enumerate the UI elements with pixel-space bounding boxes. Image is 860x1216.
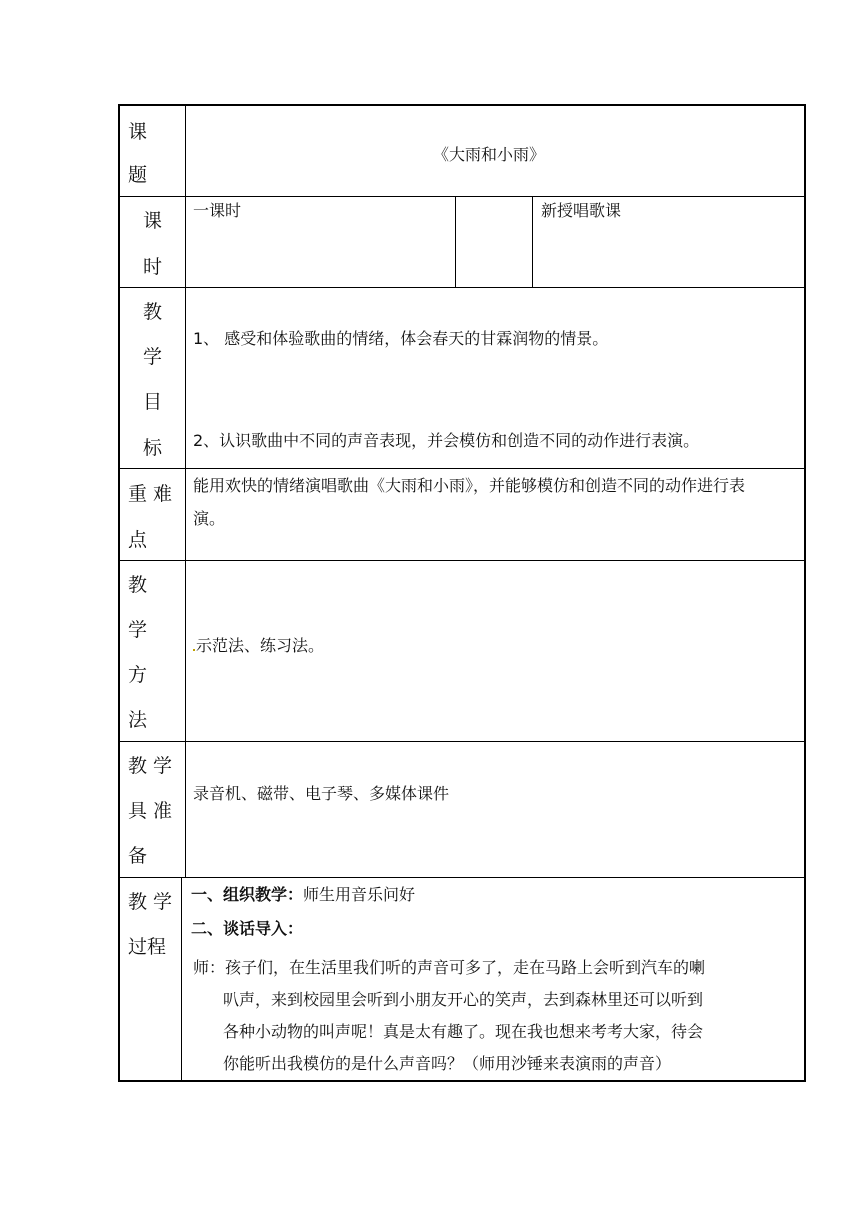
methods-value: 示范法、练习法。	[196, 636, 325, 655]
row-separator-4	[118, 560, 806, 561]
label-column-divider-process	[181, 878, 182, 1082]
row-separator-2	[118, 287, 806, 288]
table-bottom-border	[118, 1080, 806, 1082]
objective-item-1: 1、 感受和体验歌曲的情绪，体会春天的甘霖润物的情景。	[193, 329, 609, 348]
row-separator-5	[118, 741, 806, 742]
objectives-label-line3: 目	[143, 391, 163, 413]
table-top-border	[118, 104, 806, 106]
key-points-label-line2: 点	[128, 529, 148, 551]
period-label-line2: 时	[143, 256, 163, 278]
process-step-1	[191, 885, 415, 905]
process-step-2-heading: 二、谈话导入：	[191, 919, 304, 938]
table-right-border	[804, 104, 806, 1082]
objective-item-2: 2、认识歌曲中不同的声音表现，并会模仿和创造不同的动作进行表演。	[193, 431, 700, 450]
key-points-line2: 演。	[193, 509, 226, 528]
preparation-value: 录音机、磁带、电子琴、多媒体课件	[193, 784, 450, 803]
objectives-label-line4: 标	[143, 437, 163, 459]
anchor-mark	[193, 649, 195, 651]
label-column-divider	[185, 104, 186, 878]
topic-label-line2: 题	[128, 164, 148, 186]
process-label-line2: 过程	[128, 936, 167, 958]
process-step-1-text: 师生用音乐问好	[303, 885, 416, 904]
objectives-label-line1: 教	[143, 301, 163, 323]
teacher-speech-line-2: 叭声，来到校园里会听到小朋友开心的笑声，去到森林里还可以听到	[223, 990, 704, 1009]
topic-value: 《大雨和小雨》	[433, 145, 546, 164]
period-divider-1	[455, 196, 456, 287]
row-separator-3	[118, 468, 806, 469]
preparation-label-line1: 教 学	[128, 755, 173, 777]
period-label-line1: 课	[143, 210, 163, 232]
table-left-border	[118, 104, 120, 1082]
lesson-type-value: 新授唱歌课	[541, 201, 622, 220]
teacher-speech-line-4: 你能听出我模仿的是什么声音吗？（师用沙锤来表演雨的声音）	[223, 1054, 672, 1073]
topic-label-line1: 课	[128, 121, 148, 143]
methods-label-line2: 学	[128, 619, 148, 641]
process-step-1-heading: 一、组织教学：	[191, 885, 304, 904]
period-divider-2	[532, 196, 533, 287]
teacher-speech-line-1: 师：孩子们，在生活里我们听的声音可多了，走在马路上会听到汽车的喇	[193, 958, 706, 977]
teacher-speech-line-3: 各种小动物的叫声呢！真是太有趣了。现在我也想来考考大家，待会	[223, 1022, 704, 1041]
row-separator-1	[118, 196, 806, 197]
methods-label-line4: 法	[128, 709, 148, 731]
methods-label-line1: 教	[128, 574, 148, 596]
process-label-line1: 教 学	[128, 891, 173, 913]
period-value: 一课时	[193, 201, 242, 220]
key-points-label-line1: 重 难	[128, 483, 173, 505]
methods-label-line3: 方	[128, 664, 148, 686]
preparation-label-line3: 备	[128, 845, 148, 867]
preparation-label-line2: 具 准	[128, 800, 173, 822]
row-separator-6	[118, 877, 806, 878]
objectives-label-line2: 学	[143, 346, 163, 368]
key-points-line1: 能用欢快的情绪演唱歌曲《大雨和小雨》，并能够模仿和创造不同的动作进行表	[193, 476, 746, 495]
teacher-speech	[193, 952, 753, 1080]
